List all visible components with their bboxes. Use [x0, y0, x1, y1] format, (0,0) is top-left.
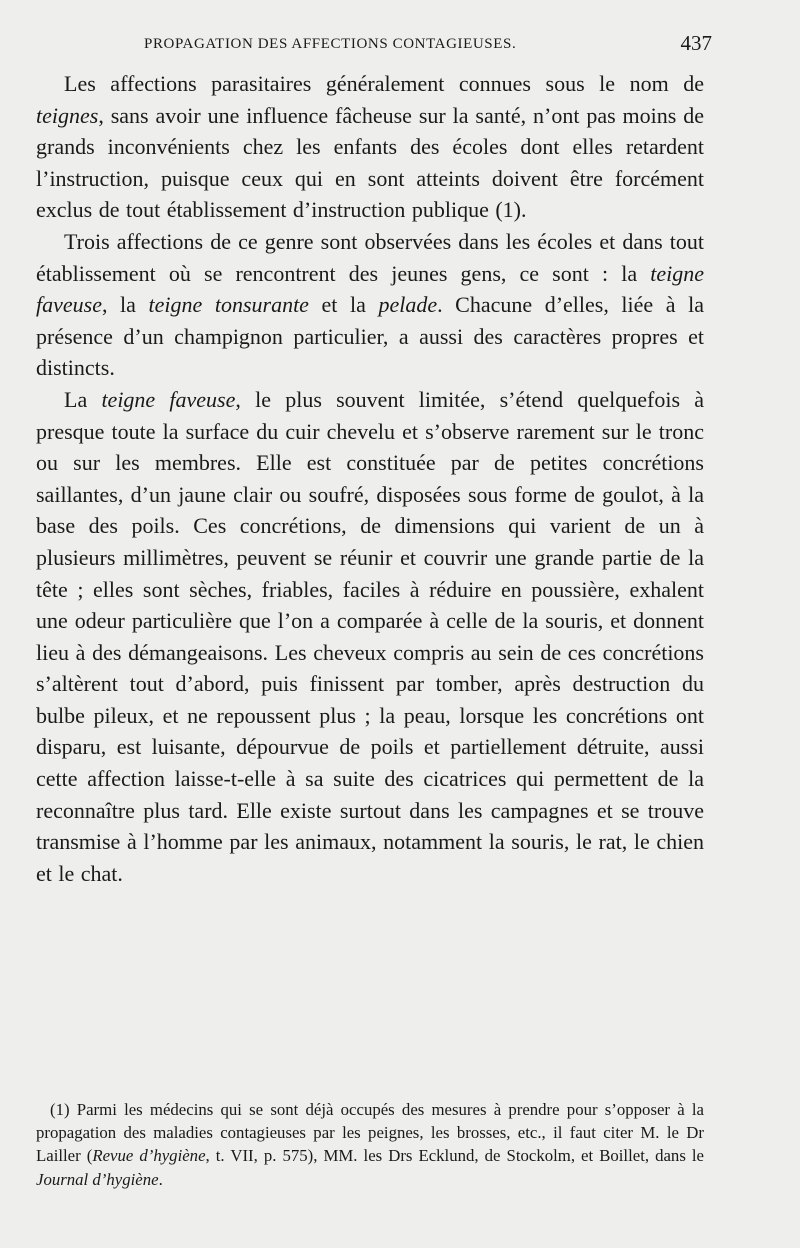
text-run: , sans avoir une influence fâcheuse sur la santé, n’ont pas moins de grands inconvénients chez les enfants des écoles dont elles retardent l’instruction, puisque ceux qui en sont atteints doivent être forcément exclus de tout établissement d’instruction publique (1).: [36, 102, 704, 223]
italic-term: teigne tonsurante: [148, 292, 309, 318]
text-run: (1) Parmi les médecins qui se sont déjà occupés des mesures à prendre pour s’opposer à la propagation des maladies contagieuses par les peignes, les brosses, etc., il faut citer M. le Dr Lailler (: [36, 1100, 704, 1166]
paragraph-three-affections: [36, 226, 704, 384]
body-text: [36, 68, 704, 889]
italic-term: pelade: [378, 292, 438, 318]
text-run: , le plus souvent limitée, s’étend quelquefois à presque toute la surface du cuir chevelu et s’observe rarement sur le tronc ou sur les membres. Elle est constituée par de petites concrétions saillantes, d’un jaune clair ou soufré, disposées sous forme de goulot, à la base des poils. Ces concrétions, de dimensions qui varient de un à plusieurs millimètres, peuvent se réunir et couvrir une grande partie de la tête ; elles sont sèches, friables, faciles à réduire en poussière, exhalent une odeur particulière que l’on a comparée à celle de la souris, et donnent lieu à des démangeaisons. Les cheveux compris au sein de ces concrétions s’altèrent tout d’abord, puis finissent par tomber, après destruction du bulbe pileux, et ne repoussent plus ; la peau, lorsque les concrétions ont disparu, est luisante, dépourvue de poils et partiellement détruite, aussi cette affection laisse-t-elle à sa suite des cicatrices qui permettent de la reconnaître plus tard. Elle existe surtout dans les campagnes et se trouve transmise à l’homme par les animaux, notamment la souris, le rat, le chien et le chat.: [36, 386, 704, 886]
footnotes: [36, 1098, 704, 1191]
text-run: Trois affections de ce genre sont observées dans les écoles et dans tout établissement où se rencontrent des jeunes gens, ce sont : la: [36, 228, 704, 286]
text-run: et la: [308, 292, 379, 318]
text-run: La: [64, 386, 102, 412]
italic-term: teignes: [36, 102, 99, 128]
paragraph-teigne-faveuse: [36, 384, 704, 890]
text-run: . Chacune d’elles, liée à la présence d’un champignon particulier, a aussi des caractères propres et distincts.: [36, 292, 704, 381]
text-run: , t. VII, p. 575), MM. les Drs Ecklund, de Stockolm, et Boillet, dans le: [205, 1146, 704, 1166]
running-title: PROPAGATION DES AFFECTIONS CONTAGIEUSES.: [144, 36, 517, 52]
italic-term: Revue d’hygiène: [92, 1146, 206, 1166]
footnote-1: [36, 1098, 704, 1191]
page-number: 437: [680, 31, 712, 55]
paragraph-teignes-intro: [36, 68, 704, 226]
text-run: .: [158, 1169, 163, 1189]
text-run: , la: [101, 292, 149, 318]
italic-term: teigne faveuse: [101, 386, 236, 412]
italic-term: Journal d’hygiène: [36, 1169, 159, 1189]
text-run: Les affections parasitaires généralement connues sous le nom de: [64, 71, 704, 96]
running-header: [36, 31, 712, 58]
italic-term: teigne faveuse: [36, 260, 704, 318]
